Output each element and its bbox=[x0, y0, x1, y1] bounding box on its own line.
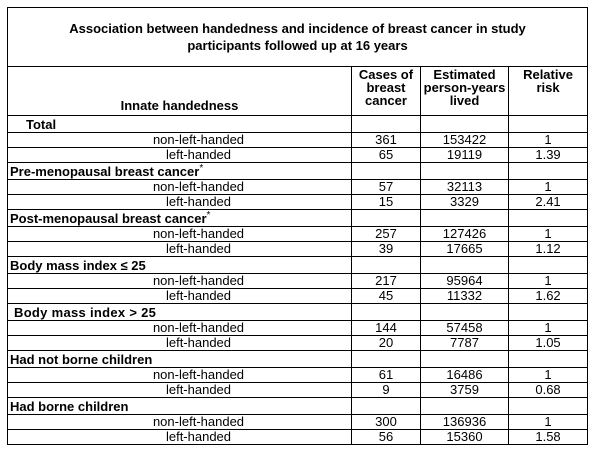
row-label: non-left-handed bbox=[8, 415, 352, 430]
table-row bbox=[8, 430, 588, 445]
row-label: left-handed bbox=[8, 195, 352, 210]
person-years-cell: 127426 bbox=[421, 227, 509, 242]
relative-risk-cell: 1 bbox=[509, 368, 588, 383]
table-title: Association between handedness and incidence of breast cancer in study participants followed up at 16 years bbox=[8, 8, 588, 67]
section-label-text: Had borne children bbox=[10, 398, 129, 414]
person-years-cell: 32113 bbox=[421, 180, 509, 195]
relative-risk-cell: 1 bbox=[509, 415, 588, 430]
empty-cell bbox=[421, 163, 509, 180]
person-years-cell: 19119 bbox=[421, 148, 509, 163]
section-row-total bbox=[8, 116, 588, 133]
relative-risk-cell: 0.68 bbox=[509, 383, 588, 398]
empty-cell bbox=[421, 398, 509, 415]
cases-cell: 217 bbox=[352, 274, 421, 289]
row-label: left-handed bbox=[8, 383, 352, 398]
empty-cell bbox=[352, 351, 421, 368]
empty-cell bbox=[421, 304, 509, 321]
empty-cell bbox=[421, 351, 509, 368]
header-person-years: Estimated person-years lived bbox=[421, 67, 509, 116]
person-years-cell: 3759 bbox=[421, 383, 509, 398]
empty-cell bbox=[352, 398, 421, 415]
relative-risk-cell: 1 bbox=[509, 227, 588, 242]
person-years-cell: 136936 bbox=[421, 415, 509, 430]
table-row bbox=[8, 274, 588, 289]
section-label bbox=[8, 398, 352, 415]
row-label: left-handed bbox=[8, 289, 352, 304]
table-row bbox=[8, 336, 588, 351]
empty-cell bbox=[509, 257, 588, 274]
table-row bbox=[8, 383, 588, 398]
section-label bbox=[8, 116, 352, 133]
table-row bbox=[8, 180, 588, 195]
table-row bbox=[8, 368, 588, 383]
section-row-pre-menopausal bbox=[8, 163, 588, 180]
header-innate-handedness: Innate handedness bbox=[8, 67, 352, 116]
person-years-cell: 7787 bbox=[421, 336, 509, 351]
section-label bbox=[8, 210, 352, 227]
section-label-text: Total bbox=[26, 116, 57, 132]
cases-cell: 39 bbox=[352, 242, 421, 257]
relative-risk-cell: 1.39 bbox=[509, 148, 588, 163]
table-row bbox=[8, 133, 588, 148]
person-years-cell: 11332 bbox=[421, 289, 509, 304]
cases-cell: 9 bbox=[352, 383, 421, 398]
empty-cell bbox=[352, 304, 421, 321]
empty-cell bbox=[421, 116, 509, 133]
relative-risk-cell: 1.05 bbox=[509, 336, 588, 351]
empty-cell bbox=[352, 257, 421, 274]
empty-cell bbox=[509, 304, 588, 321]
cases-cell: 56 bbox=[352, 430, 421, 445]
person-years-cell: 3329 bbox=[421, 195, 509, 210]
row-label: non-left-handed bbox=[8, 274, 352, 289]
empty-cell bbox=[352, 116, 421, 133]
relative-risk-cell: 1 bbox=[509, 321, 588, 336]
person-years-cell: 153422 bbox=[421, 133, 509, 148]
section-note: * bbox=[199, 162, 204, 174]
person-years-cell: 95964 bbox=[421, 274, 509, 289]
row-label: left-handed bbox=[8, 148, 352, 163]
header-relative-risk: Relative risk bbox=[509, 67, 588, 116]
relative-risk-cell: 1.62 bbox=[509, 289, 588, 304]
person-years-cell: 16486 bbox=[421, 368, 509, 383]
row-label: non-left-handed bbox=[8, 133, 352, 148]
table-body bbox=[8, 8, 588, 445]
cases-cell: 61 bbox=[352, 368, 421, 383]
cases-cell: 57 bbox=[352, 180, 421, 195]
row-label: left-handed bbox=[8, 336, 352, 351]
empty-cell bbox=[509, 398, 588, 415]
section-note: * bbox=[206, 209, 211, 221]
section-label-text: Post-menopausal breast cancer bbox=[10, 210, 207, 226]
empty-cell bbox=[421, 257, 509, 274]
section-label-text: Body mass index > 25 bbox=[14, 304, 157, 320]
relative-risk-cell: 1 bbox=[509, 274, 588, 289]
cases-cell: 20 bbox=[352, 336, 421, 351]
relative-risk-cell: 1.12 bbox=[509, 242, 588, 257]
row-label: non-left-handed bbox=[8, 368, 352, 383]
section-row-had-borne-children bbox=[8, 398, 588, 415]
section-label bbox=[8, 304, 352, 321]
title-row bbox=[8, 8, 588, 67]
section-label-text: Body mass index ≤ 25 bbox=[10, 257, 146, 273]
empty-cell bbox=[509, 351, 588, 368]
person-years-cell: 57458 bbox=[421, 321, 509, 336]
section-row-post-menopausal bbox=[8, 210, 588, 227]
row-label: left-handed bbox=[8, 430, 352, 445]
cases-cell: 144 bbox=[352, 321, 421, 336]
section-label bbox=[8, 351, 352, 368]
table-row bbox=[8, 321, 588, 336]
handedness-breast-cancer-table bbox=[7, 7, 588, 445]
empty-cell bbox=[509, 210, 588, 227]
section-label bbox=[8, 163, 352, 180]
empty-cell bbox=[421, 210, 509, 227]
relative-risk-cell: 1 bbox=[509, 180, 588, 195]
cases-cell: 300 bbox=[352, 415, 421, 430]
cases-cell: 65 bbox=[352, 148, 421, 163]
row-label: non-left-handed bbox=[8, 321, 352, 336]
empty-cell bbox=[509, 116, 588, 133]
table-row bbox=[8, 195, 588, 210]
section-row-had-not-borne-children bbox=[8, 351, 588, 368]
empty-cell bbox=[352, 210, 421, 227]
cases-cell: 361 bbox=[352, 133, 421, 148]
section-label-text: Pre-menopausal breast cancer bbox=[10, 163, 200, 179]
person-years-cell: 15360 bbox=[421, 430, 509, 445]
cases-cell: 257 bbox=[352, 227, 421, 242]
person-years-cell: 17665 bbox=[421, 242, 509, 257]
row-label: left-handed bbox=[8, 242, 352, 257]
section-label bbox=[8, 257, 352, 274]
relative-risk-cell: 1.58 bbox=[509, 430, 588, 445]
relative-risk-cell: 2.41 bbox=[509, 195, 588, 210]
empty-cell bbox=[509, 163, 588, 180]
relative-risk-cell: 1 bbox=[509, 133, 588, 148]
row-label: non-left-handed bbox=[8, 227, 352, 242]
cases-cell: 15 bbox=[352, 195, 421, 210]
table-row bbox=[8, 148, 588, 163]
table-row bbox=[8, 415, 588, 430]
table-row bbox=[8, 242, 588, 257]
header-row bbox=[8, 67, 588, 116]
section-label-text: Had not borne children bbox=[10, 351, 153, 367]
empty-cell bbox=[352, 163, 421, 180]
table-row bbox=[8, 289, 588, 304]
table-row bbox=[8, 227, 588, 242]
row-label: non-left-handed bbox=[8, 180, 352, 195]
section-row-bmi-le-25 bbox=[8, 257, 588, 274]
header-cases: Cases of breast cancer bbox=[352, 67, 421, 116]
cases-cell: 45 bbox=[352, 289, 421, 304]
section-row-bmi-gt-25 bbox=[8, 304, 588, 321]
